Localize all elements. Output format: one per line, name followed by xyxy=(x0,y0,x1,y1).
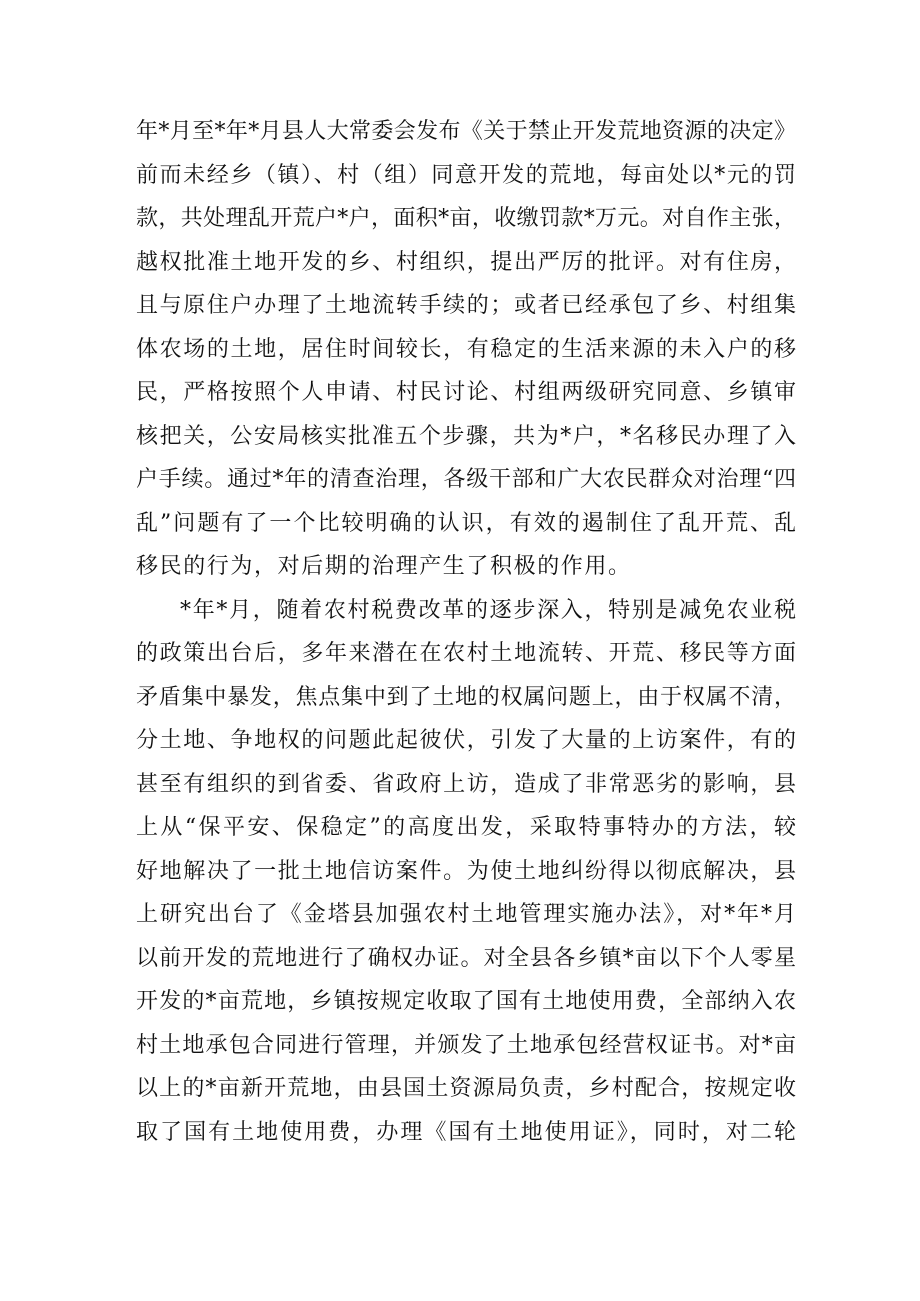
text-line: 以前开发的荒地进行了确权办证。对全县各乡镇*亩以下个人零星 xyxy=(136,945,796,971)
text-line: 以上的*亩新开荒地，由县国土资源局负责，乡村配合，按规定收 xyxy=(136,1076,796,1101)
text-line: 越权批准土地开发的乡、村组织，提出严厉的批评。对有住房， xyxy=(136,249,796,275)
text-line: 户手续。通过*年的清查治理，各级干部和广大农民群众对治理“四 xyxy=(136,467,796,492)
text-line: 乱”问题有了一个比较明确的认识，有效的遏制住了乱开荒、乱 xyxy=(136,510,796,536)
document-body xyxy=(136,110,796,1154)
text-line: 取了国有土地使用费，办理《国有土地使用证》，同时，对二轮 xyxy=(136,1119,796,1145)
text-line: 移民的行为，对后期的治理产生了积极的作用。 xyxy=(136,554,632,579)
text-line: 前而未经乡（镇）、村（组）同意开发的荒地，每亩处以*元的罚 xyxy=(136,162,796,188)
text-line: 核把关，公安局核实批准五个步骤，共为*户，*名移民办理了入 xyxy=(136,423,796,449)
paragraph-2 xyxy=(136,589,796,1155)
text-line: 村土地承包合同进行管理，并颁发了土地承包经营权证书。对*亩 xyxy=(136,1032,796,1058)
text-line: 上研究出台了《金塔县加强农村土地管理实施办法》，对*年*月 xyxy=(136,902,796,927)
text-line: 矛盾集中暴发，焦点集中到了土地的权属问题上，由于权属不清， xyxy=(136,684,796,710)
text-line: 开发的*亩荒地，乡镇按规定收取了国有土地使用费，全部纳入农 xyxy=(136,989,796,1014)
text-line: 且与原住户办理了土地流转手续的；或者已经承包了乡、村组集 xyxy=(136,293,796,318)
text-line: 分土地、争地权的问题此起彼伏，引发了大量的上访案件，有的 xyxy=(136,728,796,753)
text-line: 民，严格按照个人申请、村民讨论、村组两级研究同意、乡镇审 xyxy=(136,380,796,405)
text-line: 的政策出台后，多年来潜在在农村土地流转、开荒、移民等方面 xyxy=(136,641,796,666)
paragraph-1 xyxy=(136,110,796,589)
text-line: 上从“保平安、保稳定”的高度出发，采取特事特办的方法，较 xyxy=(136,815,796,840)
text-line: 甚至有组织的到省委、省政府上访，造成了非常恶劣的影响，县 xyxy=(136,771,796,797)
text-line: 体农场的土地，居住时间较长，有稳定的生活来源的未入户的移 xyxy=(136,336,796,362)
text-line: 好地解决了一批土地信访案件。为使土地纠纷得以彻底解决，县 xyxy=(136,858,796,884)
text-line: 款，共处理乱开荒户*户，面积*亩，收缴罚款*万元。对自作主张， xyxy=(136,206,796,231)
text-line: 年*月至*年*月县人大常委会发布《关于禁止开发荒地资源的决定》 xyxy=(136,119,796,144)
text-line: *年*月，随着农村税费改革的逐步深入，特别是减免农业税 xyxy=(180,597,796,623)
